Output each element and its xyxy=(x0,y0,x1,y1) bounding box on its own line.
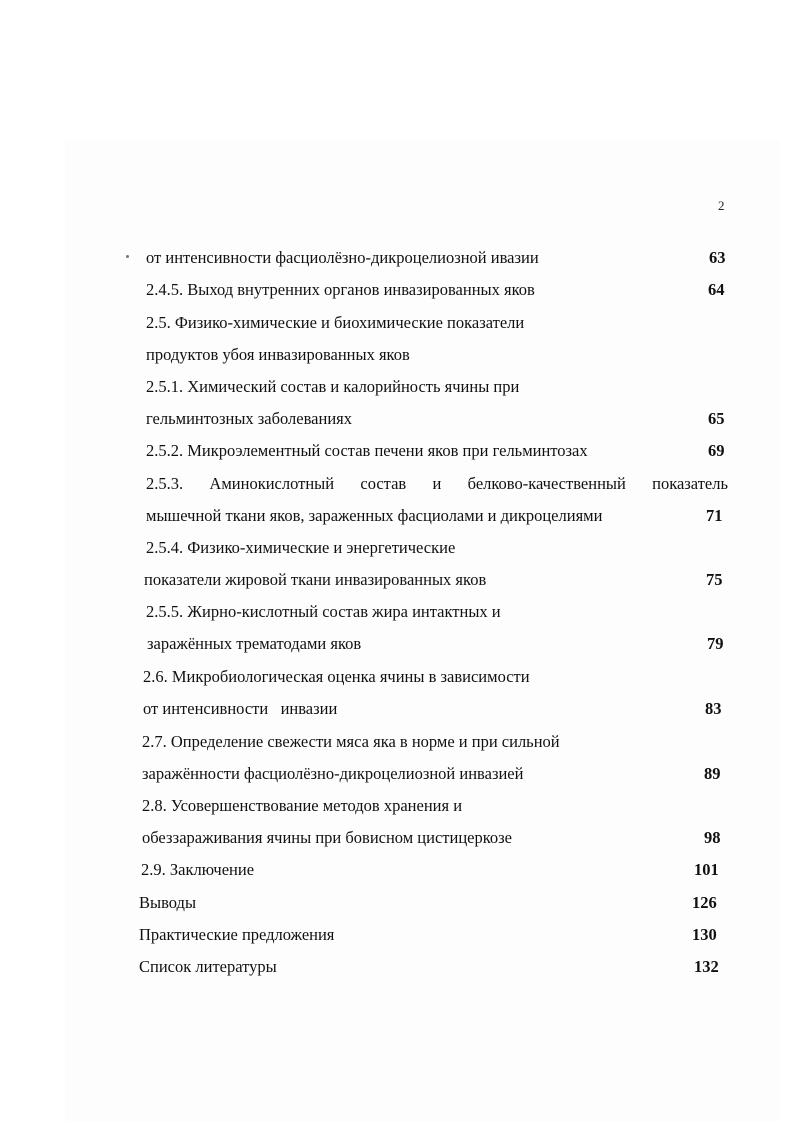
toc-entry xyxy=(146,536,736,560)
toc-entry-text: 2.5.2. Микроэлементный состав печени яков при гельминтозах xyxy=(146,441,588,460)
toc-entry xyxy=(146,246,736,270)
toc-entry-text: мышечной ткани яков, зараженных фасциолами и дикроцелиями xyxy=(146,506,603,525)
toc-entry-text: гельминтозных заболеваниях xyxy=(146,409,353,428)
toc-entry-page: 126 xyxy=(692,893,717,912)
toc-entry xyxy=(146,407,736,431)
toc-entry-page: 65 xyxy=(708,409,725,428)
toc-entry-text: 2.5.3. Аминокислотный состав и белково-качественный показатель xyxy=(146,474,728,493)
toc-entry-text: обеззараживания ячины при бовисном цистицеркозе xyxy=(142,828,513,847)
toc-entry-page: 63 xyxy=(709,248,726,267)
toc-entry-page: 79 xyxy=(707,634,724,653)
toc-entry xyxy=(144,568,736,592)
toc-entry-text: заражённости фасциолёзно-дикроцелиозной инвазией xyxy=(142,764,524,783)
scan-speck xyxy=(126,255,129,258)
toc-entry-text: заражённых трематодами яков xyxy=(147,634,362,653)
toc-entry xyxy=(142,762,736,786)
toc-entry-text: показатели жировой ткани инвазированных яков xyxy=(144,570,487,589)
toc-entry-text: 2.5.1. Химический состав и калорийность ячины при xyxy=(146,377,520,396)
toc-entry xyxy=(139,955,736,979)
toc-entry xyxy=(146,439,736,463)
toc-entry-page: 83 xyxy=(705,699,722,718)
toc-entry xyxy=(143,697,736,721)
toc-entry-text: 2.9. Заключение xyxy=(141,860,255,879)
toc-entry-text: продуктов убоя инвазированных яков xyxy=(146,345,410,364)
toc-entry-text: 2.5. Физико-химические и биохимические показатели xyxy=(146,313,525,332)
toc-entry-page: 98 xyxy=(704,828,721,847)
toc-entry xyxy=(146,278,736,302)
toc-entry-text: 2.6. Микробиологическая оценка ячины в зависимости xyxy=(143,667,530,686)
toc-entry xyxy=(146,472,728,496)
toc-entry-page: 69 xyxy=(708,441,725,460)
toc-entry-text: от интенсивности фасциолёзно-дикроцелиозной ивазии xyxy=(146,248,539,267)
toc-entry xyxy=(139,923,736,947)
toc-entry-page: 132 xyxy=(694,957,719,976)
toc-entry-text: 2.8. Усовершенствование методов хранения и xyxy=(142,796,463,815)
toc-entry-text: Выводы xyxy=(139,893,197,912)
toc-entry xyxy=(146,343,736,367)
toc-entry-page: 64 xyxy=(708,280,725,299)
toc-entry xyxy=(146,311,736,335)
toc-entry-text: 2.5.4. Физико-химические и энергетические xyxy=(146,538,456,557)
toc-entry-text: от интенсивности инвазии xyxy=(143,699,338,718)
toc-entry-page: 101 xyxy=(694,860,719,879)
toc-entry xyxy=(142,730,736,754)
toc-entry-text: 2.5.5. Жирно-кислотный состав жира интактных и xyxy=(146,602,501,621)
toc-entry xyxy=(139,891,736,915)
toc-entry xyxy=(146,600,736,624)
toc-entry-text: Список литературы xyxy=(139,957,277,976)
toc-entry-page: 89 xyxy=(704,764,721,783)
toc-entry xyxy=(141,858,736,882)
toc-entry-page: 130 xyxy=(692,925,717,944)
toc-entry xyxy=(142,826,736,850)
toc-entry xyxy=(142,794,736,818)
toc-entry-page: 71 xyxy=(706,506,723,525)
toc-entry-text: 2.7. Определение свежести мяса яка в норме и при сильной xyxy=(142,732,560,751)
toc-entry xyxy=(146,504,736,528)
toc-entry xyxy=(147,632,736,656)
toc-entry xyxy=(146,375,736,399)
toc-entry-text: 2.4.5. Выход внутренних органов инвазированных яков xyxy=(146,280,535,299)
toc-entry xyxy=(143,665,736,689)
toc-entry-page: 75 xyxy=(706,570,723,589)
page-number: 2 xyxy=(718,198,725,213)
toc-entry-text: Практические предложения xyxy=(139,925,335,944)
